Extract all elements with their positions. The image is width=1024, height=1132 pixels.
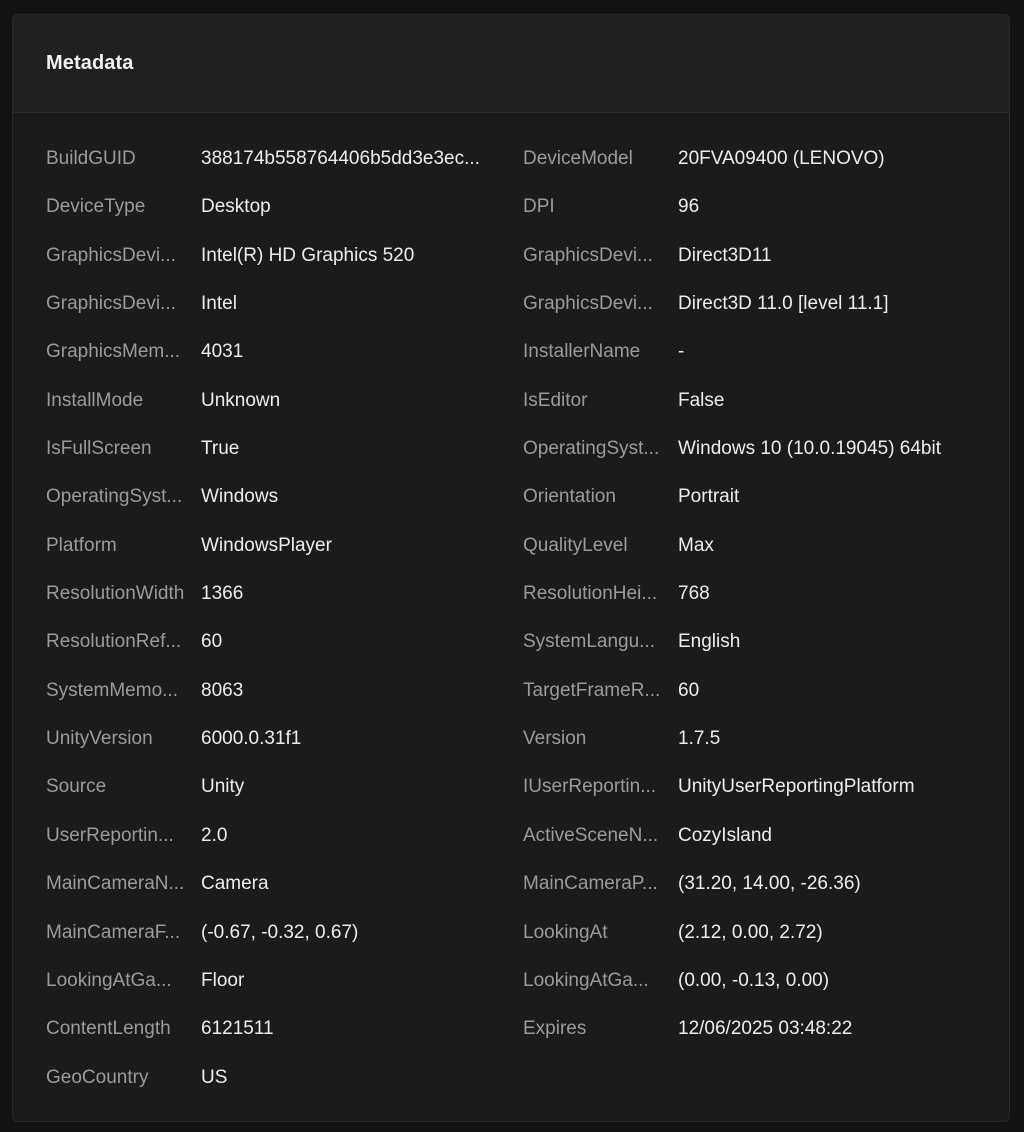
- metadata-key: Version: [523, 728, 587, 750]
- metadata-value: English: [678, 631, 741, 653]
- metadata-value: 12/06/2025 03:48:22: [678, 1018, 853, 1040]
- metadata-key: SystemMemo...: [46, 679, 178, 701]
- metadata-row: [13, 280, 1010, 328]
- metadata-key: BuildGUID: [46, 148, 136, 169]
- metadata-value: 1366: [201, 583, 244, 605]
- metadata-row: [13, 473, 1010, 521]
- metadata-key: MainCameraP...: [523, 873, 658, 895]
- metadata-row: [13, 1054, 1010, 1102]
- metadata-key: IsEditor: [523, 389, 588, 411]
- metadata-value: Direct3D 11.0 [level 11.1]: [678, 293, 889, 315]
- metadata-key: InstallerName: [523, 341, 641, 363]
- metadata-value: 2.0: [201, 824, 228, 846]
- metadata-value: WindowsPlayer: [201, 534, 332, 556]
- metadata-row: [13, 328, 1010, 376]
- metadata-key: MainCameraF...: [46, 921, 181, 943]
- metadata-value: UnityUserReportingPlatform: [678, 776, 915, 798]
- metadata-key: InstallMode: [46, 389, 144, 411]
- metadata-value: Windows: [201, 486, 279, 508]
- metadata-value: Unity: [201, 776, 245, 798]
- metadata-value: (2.12, 0.00, 2.72): [678, 921, 823, 943]
- metadata-row: [13, 183, 1010, 231]
- metadata-value: 60: [678, 679, 700, 701]
- metadata-value: Max: [678, 534, 714, 556]
- metadata-row: [13, 1005, 1010, 1053]
- metadata-value: Portrait: [678, 486, 740, 508]
- metadata-value: 96: [678, 196, 700, 218]
- metadata-grid: [13, 135, 1010, 1102]
- metadata-value: (0.00, -0.13, 0.00): [678, 969, 830, 991]
- metadata-key: DeviceType: [46, 196, 146, 218]
- metadata-value: 20FVA09400 (LENOVO): [678, 148, 885, 169]
- metadata-row: [13, 425, 1010, 473]
- metadata-value: 6000.0.31f1: [201, 728, 302, 750]
- metadata-key: LookingAtGa...: [46, 969, 172, 991]
- metadata-key: IsFullScreen: [46, 438, 152, 460]
- metadata-value: Desktop: [201, 196, 271, 218]
- metadata-value: 4031: [201, 341, 244, 363]
- metadata-key: GraphicsDevi...: [523, 244, 653, 266]
- metadata-value: Camera: [201, 873, 269, 895]
- metadata-row: [13, 618, 1010, 666]
- metadata-value: -: [678, 341, 685, 363]
- metadata-row: [13, 763, 1010, 811]
- metadata-row: [13, 522, 1010, 570]
- metadata-row: [13, 667, 1010, 715]
- metadata-value: False: [678, 389, 725, 411]
- metadata-panel: [12, 14, 1010, 1122]
- metadata-value: Intel(R) HD Graphics 520: [201, 244, 415, 266]
- metadata-key: IUserReportin...: [523, 776, 657, 798]
- metadata-row: [13, 860, 1010, 908]
- metadata-key: ResolutionRef...: [46, 631, 182, 653]
- metadata-key: GraphicsMem...: [46, 341, 181, 363]
- metadata-row: [13, 135, 1010, 183]
- metadata-key: SystemLangu...: [523, 631, 656, 653]
- metadata-value: Intel: [201, 293, 237, 315]
- metadata-key: MainCameraN...: [46, 873, 185, 895]
- panel-header: [13, 15, 1009, 113]
- metadata-key: GeoCountry: [46, 1066, 149, 1088]
- metadata-value: 768: [678, 583, 710, 605]
- metadata-key: GraphicsDevi...: [46, 293, 176, 315]
- metadata-key: GraphicsDevi...: [523, 293, 653, 315]
- metadata-key: DeviceModel: [523, 148, 633, 169]
- metadata-row: [13, 232, 1010, 280]
- metadata-row: [13, 812, 1010, 860]
- metadata-value: CozyIsland: [678, 824, 772, 846]
- metadata-key: TargetFrameR...: [523, 679, 661, 701]
- metadata-key: QualityLevel: [523, 534, 628, 556]
- metadata-key: Source: [46, 776, 107, 798]
- metadata-key: ResolutionHei...: [523, 583, 658, 605]
- metadata-row: [13, 909, 1010, 957]
- panel-title: Metadata: [46, 52, 134, 74]
- metadata-value: Windows 10 (10.0.19045) 64bit: [678, 438, 941, 460]
- metadata-key: Platform: [46, 534, 117, 556]
- metadata-key: ResolutionWidth: [46, 583, 185, 605]
- metadata-value: 6121511: [201, 1018, 274, 1040]
- metadata-value: 8063: [201, 679, 244, 701]
- metadata-value: True: [201, 438, 240, 460]
- metadata-key: ContentLength: [46, 1018, 171, 1040]
- metadata-key: OperatingSyst...: [46, 486, 183, 508]
- metadata-value: 1.7.5: [678, 728, 721, 750]
- metadata-key: DPI: [523, 196, 555, 218]
- metadata-row: [13, 715, 1010, 763]
- metadata-key: ActiveSceneN...: [523, 824, 659, 846]
- metadata-key: Orientation: [523, 486, 616, 508]
- metadata-value: (-0.67, -0.32, 0.67): [201, 921, 359, 943]
- metadata-row: [13, 957, 1010, 1005]
- metadata-row: [13, 377, 1010, 425]
- metadata-value: 388174b558764406b5dd3e3ec...: [201, 148, 480, 169]
- metadata-key: UnityVersion: [46, 728, 153, 750]
- metadata-value: 60: [201, 631, 223, 653]
- metadata-value: Direct3D11: [678, 244, 772, 266]
- metadata-key: LookingAtGa...: [523, 969, 649, 991]
- metadata-key: UserReportin...: [46, 824, 174, 846]
- metadata-row: [13, 570, 1010, 618]
- metadata-key: LookingAt: [523, 921, 608, 943]
- metadata-value: Unknown: [201, 389, 281, 411]
- metadata-value: (31.20, 14.00, -26.36): [678, 873, 861, 895]
- metadata-value: US: [201, 1066, 228, 1088]
- metadata-key: Expires: [523, 1018, 587, 1040]
- metadata-key: GraphicsDevi...: [46, 244, 176, 266]
- metadata-key: OperatingSyst...: [523, 438, 660, 460]
- metadata-value: Floor: [201, 969, 245, 991]
